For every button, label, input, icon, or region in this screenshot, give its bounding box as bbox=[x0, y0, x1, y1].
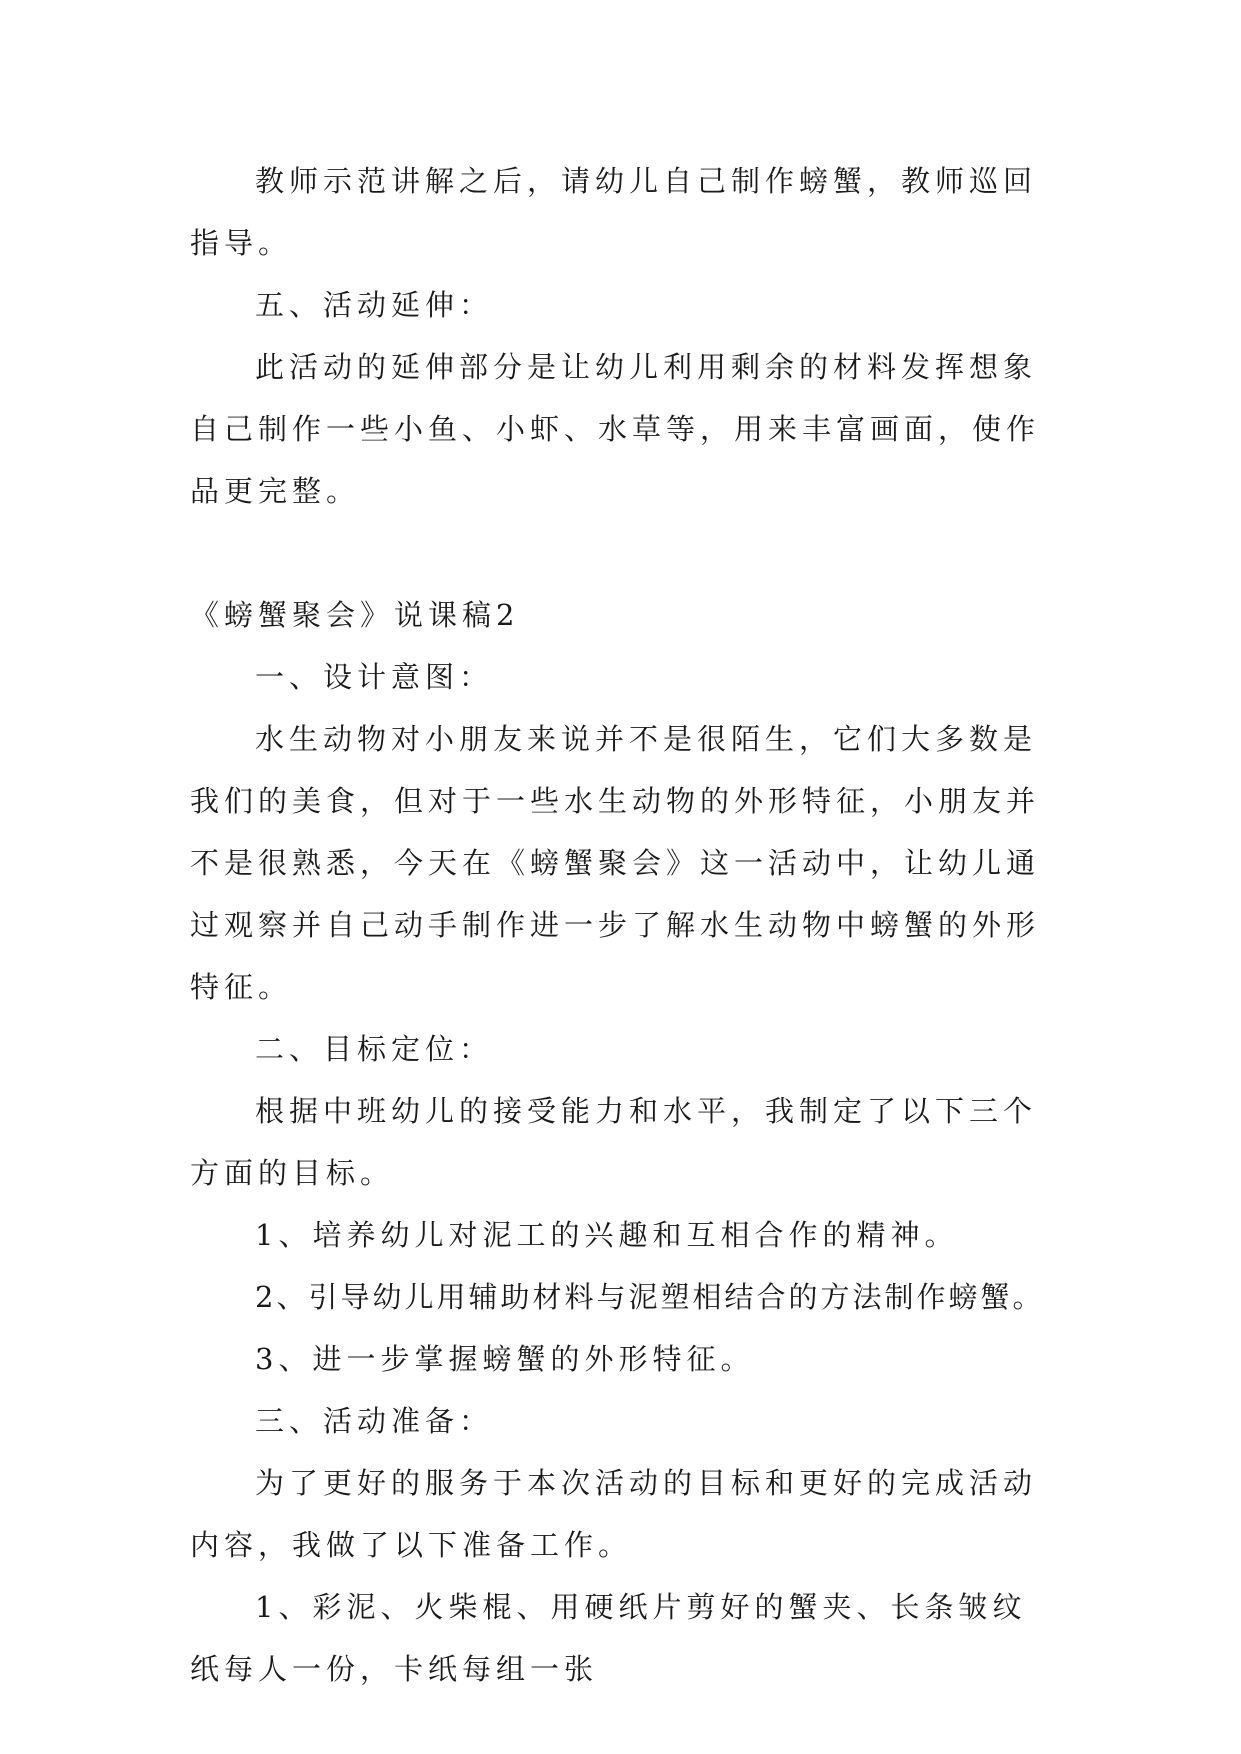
list-item: 1、培养幼儿对泥工的兴趣和互相合作的精神。 bbox=[255, 1218, 959, 1252]
section-heading: 一、设计意图： bbox=[255, 660, 494, 694]
section-heading: 五、活动延伸： bbox=[255, 288, 494, 322]
section-heading: 二、目标定位： bbox=[255, 1032, 494, 1066]
paragraph: 根据中班幼儿的接受能力和水平，我制定了以下三个方面的目标。 bbox=[190, 1094, 1038, 1190]
section-heading: 三、活动准备： bbox=[255, 1404, 494, 1438]
document-body bbox=[190, 150, 1060, 1700]
paragraph: 此活动的延伸部分是让幼儿利用剩余的材料发挥想象自己制作一些小鱼、小虾、水草等，用来丰富画面，使作品更完整。 bbox=[190, 350, 1041, 508]
list-item: 3、进一步掌握螃蟹的外形特征。 bbox=[255, 1342, 755, 1376]
paragraph: 为了更好的服务于本次活动的目标和更好的完成活动内容，我做了以下准备工作。 bbox=[190, 1466, 1038, 1562]
list-item: 1、彩泥、火柴棍、用硬纸片剪好的蟹夹、长条皱纹纸每人一份，卡纸每组一张 bbox=[190, 1590, 1027, 1686]
paragraph-spacer bbox=[190, 522, 1060, 584]
paragraph: 水生动物对小朋友来说并不是很陌生，它们大多数是我们的美食，但对于一些水生动物的外形特征，小朋友并不是很熟悉，今天在《螃蟹聚会》这一活动中，让幼儿通过观察并自己动手制作进一步了解水生动物中螃蟹的外形特征。 bbox=[190, 722, 1041, 1004]
document-title: 《螃蟹聚会》说课稿2 bbox=[190, 598, 520, 632]
list-item: 2、引导幼儿用辅助材料与泥塑相结合的方法制作螃蟹。 bbox=[255, 1280, 1045, 1314]
paragraph: 教师示范讲解之后，请幼儿自己制作螃蟹，教师巡回指导。 bbox=[190, 164, 1038, 260]
